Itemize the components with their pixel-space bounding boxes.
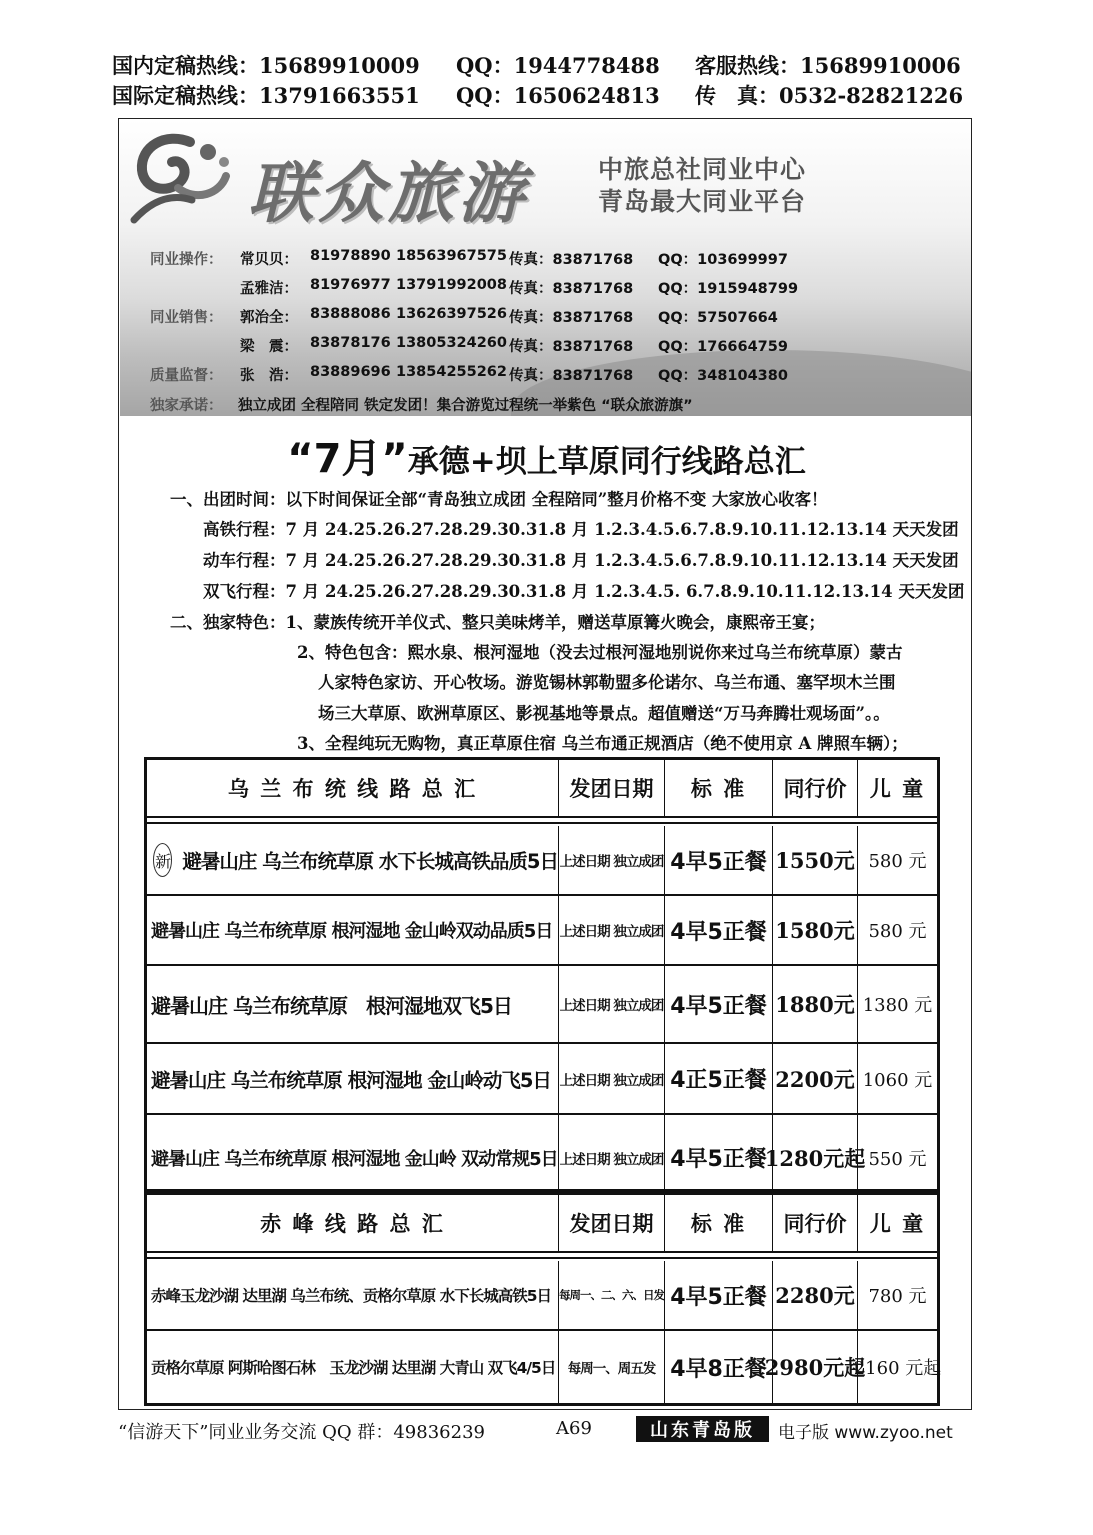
contact-role: 质量监督：: [150, 368, 223, 384]
cell-route: [147, 896, 559, 964]
feature-2-cont-2: 场三大草原、欧洲草原区、影视基地等景点。超值赠送“万马奔腾壮观场面”。。: [318, 704, 890, 723]
cell-standard-text: 4早5正餐: [670, 1147, 767, 1172]
cell-price: [764, 1331, 866, 1403]
cell-standard: [665, 966, 773, 1042]
cell-date: [559, 826, 665, 894]
promise-label: 独家承诺：: [150, 398, 223, 414]
feature-2: 2、特色包含：熙水泉、根河湿地（没去过根河湿地别说你来过乌兰布统草原）蒙古: [297, 643, 903, 662]
contact-qq: QQ：176664759: [658, 339, 788, 355]
contact-phone: 81976977: [310, 277, 391, 293]
title-text: 承德+坝上草原同行线路总汇: [407, 444, 806, 480]
contact-qq: QQ：1915948799: [658, 281, 799, 297]
table-row: [147, 966, 937, 1044]
cell-date-text: 上述日期 独立成团: [559, 854, 664, 870]
cell-date-text: 上述日期 独立成团: [559, 1151, 664, 1168]
contact-mobile: 18563967575: [396, 248, 507, 264]
cell-child-text: 1380 元: [862, 995, 933, 1016]
contact-fax: 传真：83871768: [509, 310, 634, 326]
table-row: [147, 1261, 937, 1331]
cell-child-text: 580 元: [868, 921, 927, 942]
cell-child-text: 2160 元起: [853, 1358, 942, 1379]
cell-child: [853, 1331, 942, 1403]
header-child: 儿 童: [869, 1212, 926, 1236]
edition-badge: 山东青岛版: [636, 1416, 769, 1442]
cell-child-text: 550 元: [868, 1148, 927, 1170]
header-route: 乌 兰 布 统 线 路 总 汇: [147, 760, 559, 816]
table-row: [147, 1044, 937, 1115]
table-row: [147, 896, 937, 966]
cell-route: [147, 1044, 559, 1113]
cell-child-text: 580 元: [868, 851, 927, 872]
qq-group: “信游天下”同业业务交流 QQ 群：49836239: [118, 1422, 485, 1443]
cell-standard-text: 4早8正餐: [670, 1356, 767, 1382]
cell-price: [773, 1044, 858, 1113]
cell-date-text: 上述日期 独立成团: [559, 1072, 664, 1089]
table-header-row: [147, 1195, 937, 1253]
cell-route: [147, 966, 559, 1042]
feature-3: 3、全程纯玩无购物，真正草原住宿 乌兰布通正规酒店（绝不使用京 A 牌照车辆）；: [297, 734, 908, 753]
cell-route-text: 避暑山庄 乌兰布统草原 根河湿地 金山岭动飞5日: [151, 1068, 551, 1092]
cell-price: [773, 826, 858, 894]
domestic-hotline: 国内定稿热线：15689910009: [112, 53, 420, 78]
contact-mobile: 13854255262: [396, 364, 507, 380]
bullet-train-schedule: 动车行程：7 月 24.25.26.27.28.29.30.31.8 月 1.2.3.4.5.6.7.8.9.10.11.12.13.14 天天发团: [203, 551, 959, 570]
wulanbutong-route-table: [144, 757, 940, 1192]
cell-date: [559, 1331, 665, 1403]
contact-qq: QQ：103699997: [658, 252, 788, 268]
cell-price-text: 2980元起: [764, 1355, 866, 1380]
header-child: 儿 童: [869, 777, 926, 801]
cell-price-text: 1550元: [775, 848, 855, 873]
cell-route: [147, 1261, 559, 1329]
slogan-line-2: 青岛最大同业平台: [598, 187, 807, 216]
cell-date: [559, 1044, 665, 1113]
header-standard: 标 准: [665, 1195, 773, 1251]
contact-name: 孟雅洁：: [240, 281, 298, 297]
cell-child-text: 780 元: [868, 1286, 927, 1307]
header-date: 发团日期: [559, 1195, 665, 1251]
contact-qq: QQ：348104380: [658, 368, 788, 384]
cell-price-text: 1880元: [775, 992, 855, 1017]
cell-price-text: 2280元: [775, 1283, 855, 1308]
cell-price: [773, 1261, 858, 1329]
cell-date: [559, 1115, 665, 1200]
table-row: [147, 1331, 942, 1403]
contact-mobile: 13791992008: [396, 277, 507, 293]
cell-child: [858, 896, 937, 964]
contact-name: 郭治全：: [240, 310, 298, 326]
cell-route: [147, 826, 559, 894]
cell-child: [858, 1261, 937, 1329]
contact-role: 同业操作：: [150, 252, 223, 268]
cell-standard: [665, 826, 773, 894]
contact-phone: 83889696: [310, 364, 391, 380]
cell-price-text: 1580元: [775, 918, 855, 943]
page-number: A69: [556, 1418, 592, 1439]
cell-child-text: 1060 元: [862, 1069, 933, 1091]
cell-standard: [665, 1044, 773, 1113]
cell-date-text: 每周一、周五发: [567, 1361, 656, 1377]
contact-name: 梁 震：: [240, 339, 298, 355]
cell-standard: [665, 896, 773, 964]
contact-fax: 传真：83871768: [509, 339, 634, 355]
contact-fax: 传真：83871768: [509, 281, 634, 297]
table-row: [147, 1115, 937, 1200]
header-standard: 标 准: [665, 760, 773, 816]
contact-mobile: 13805324260: [396, 335, 507, 351]
cell-route: [147, 1331, 559, 1403]
contact-role: 同业销售：: [150, 310, 223, 326]
contact-phone: 81978890: [310, 248, 391, 264]
title-month: “7月”: [287, 436, 408, 482]
table-row: [147, 826, 937, 896]
page-title: [0, 427, 1093, 484]
cell-date: [559, 966, 665, 1042]
contact-name: 常贝贝：: [240, 252, 298, 268]
new-badge: 新: [153, 843, 172, 877]
cell-price-text: 2200元: [775, 1066, 855, 1092]
cell-route-text: 赤峰玉龙沙湖 达里湖 乌兰布统、贡格尔草原 水下长城高铁5日: [151, 1287, 551, 1305]
header-route: 赤 峰 线 路 总 汇: [147, 1195, 559, 1251]
cell-standard-text: 4早5正餐: [670, 1284, 767, 1310]
cell-route-text: 避暑山庄 乌兰布统草原 根河湿地双飞5日: [151, 993, 512, 1018]
cell-route-text: 避暑山庄 乌兰布统草原 水下长城高铁品质5日: [182, 850, 558, 873]
slogan-line-1: 中旅总社同业中心: [598, 155, 807, 184]
promise-row: [150, 394, 693, 415]
departure-time: 一、出团时间：以下时间保证全部“青岛独立成团 全程陪同”整月价格不变 大家放心收客！: [170, 490, 828, 509]
cell-price: [773, 896, 858, 964]
cell-price: [773, 966, 858, 1042]
website: 电子版 www.zyoo.net: [778, 1423, 953, 1443]
cell-date-text: 上述日期 独立成团: [559, 998, 664, 1014]
contact-name: 张 浩：: [240, 368, 298, 384]
table-header-row: [147, 760, 937, 818]
fax-number: 传 真：0532-82821226: [695, 83, 964, 108]
contact-mobile: 13626397526: [396, 306, 507, 322]
cell-child: [858, 1115, 937, 1200]
cell-route: [147, 1115, 559, 1200]
cell-route-text: 贡格尔草原 阿斯哈图石林 玉龙沙湖 达里湖 大青山 双飞4/5日: [151, 1359, 556, 1377]
swirl-logo-icon: [128, 128, 238, 228]
service-hotline: 客服热线：15689910006: [695, 53, 961, 78]
cell-child: [858, 966, 937, 1042]
cell-date: [559, 896, 665, 964]
header-gap: [147, 1253, 937, 1259]
cell-standard-text: 4正5正餐: [670, 1068, 767, 1093]
cell-date-text: 每周一、二、六、日发: [559, 1288, 664, 1302]
contact-phone: 83888086: [310, 306, 391, 322]
cell-date: [559, 1261, 665, 1329]
contact-fax: 传真：83871768: [509, 368, 634, 384]
contact-qq: QQ：57507664: [658, 310, 778, 326]
cell-price: [764, 1115, 866, 1200]
cell-standard-text: 4早5正餐: [670, 919, 767, 945]
feature-2-cont-1: 人家特色家访、开心牧场。游览锡林郭勒盟多伦诺尔、乌兰布通、塞罕坝木兰围: [318, 673, 896, 692]
cell-standard: [665, 1261, 773, 1329]
promise-text: 独立成团 全程陪同 铁定发团！集合游览过程统一举紫色 “联众旅游旗”: [238, 398, 693, 414]
header-price: 同行价: [773, 760, 858, 816]
cell-price-text: 1280元起: [764, 1145, 866, 1171]
brand-name: 联众旅游: [248, 154, 528, 232]
qq-number-2: QQ：1650624813: [456, 83, 660, 108]
header-date: 发团日期: [559, 760, 665, 816]
feature-1: 二、独家特色：1、蒙族传统开羊仪式、整只美味烤羊，赠送草原篝火晚会，康熙帝王宴；: [170, 613, 825, 632]
cell-standard: [665, 1115, 773, 1200]
cell-route-text: 避暑山庄 乌兰布统草原 根河湿地 金山岭双动品质5日: [151, 921, 553, 942]
cell-standard-text: 4早5正餐: [670, 993, 767, 1019]
cell-child: [858, 826, 937, 894]
cell-child: [858, 1044, 937, 1113]
header-gap: [147, 818, 937, 824]
banner: [120, 120, 971, 416]
international-hotline: 国际定稿热线：13791663551: [112, 83, 420, 108]
cell-route-text: 避暑山庄 乌兰布统草原 根河湿地 金山岭 双动常规5日: [151, 1148, 558, 1170]
header-price: 同行价: [773, 1195, 858, 1251]
qq-number-1: QQ：1944778488: [456, 53, 660, 78]
cell-standard-text: 4早5正餐: [670, 849, 767, 875]
contact-phone: 83878176: [310, 335, 391, 351]
chifeng-route-table: [144, 1192, 940, 1406]
contact-fax: 传真：83871768: [509, 252, 634, 268]
cell-date-text: 上述日期 独立成团: [559, 924, 664, 940]
flight-schedule: 双飞行程：7 月 24.25.26.27.28.29.30.31.8 月 1.2.3.4.5. 6.7.8.9.10.11.12.13.14 天天发团: [203, 582, 965, 601]
cell-standard: [665, 1331, 773, 1403]
highspeed-schedule: 高铁行程：7 月 24.25.26.27.28.29.30.31.8 月 1.2.3.4.5.6.7.8.9.10.11.12.13.14 天天发团: [203, 520, 959, 539]
